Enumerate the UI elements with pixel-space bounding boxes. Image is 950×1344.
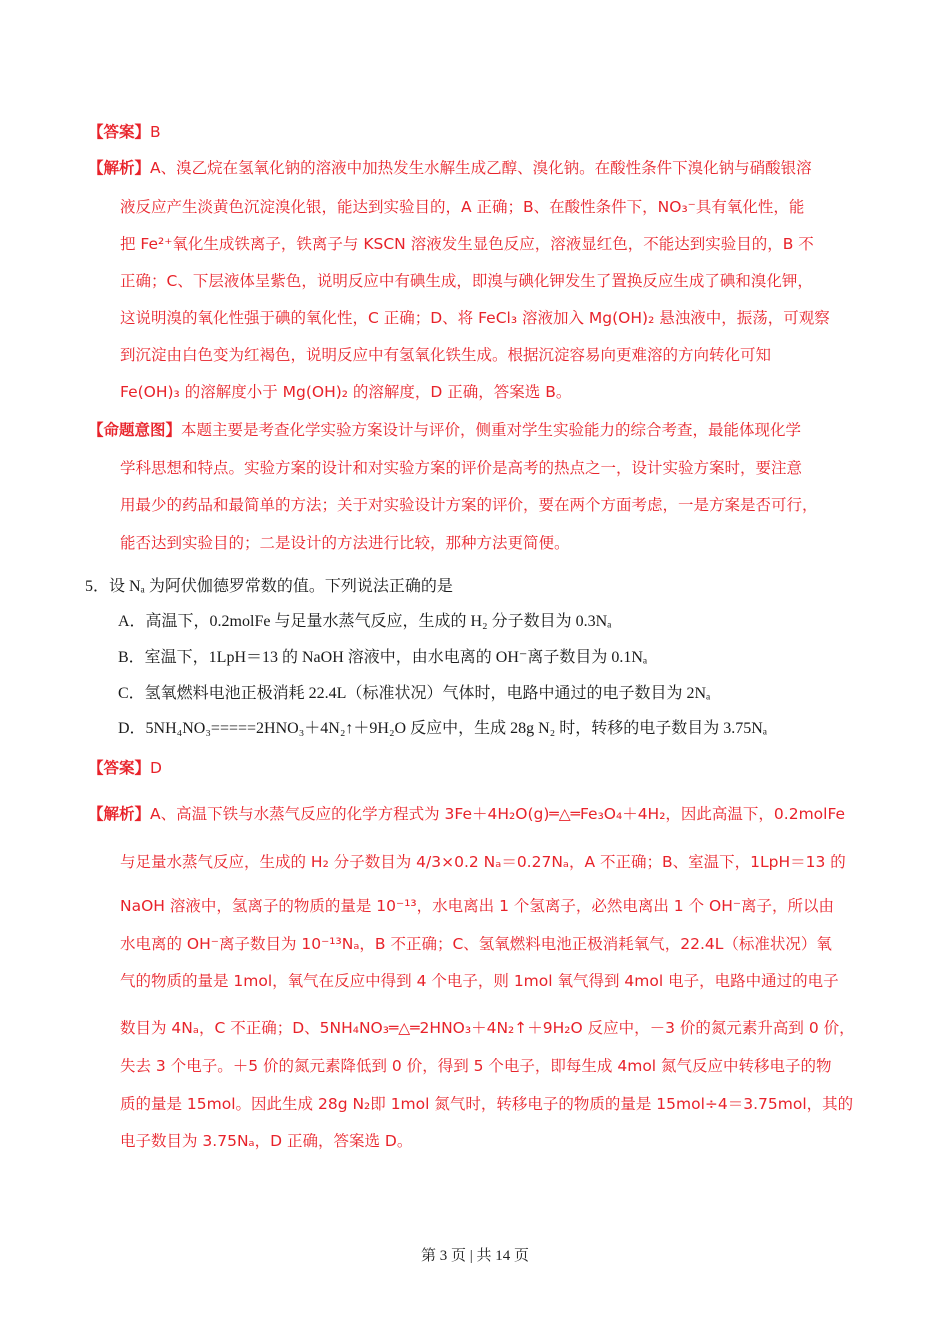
analysis-line: 这说明溴的氧化性强于碘的氧化性，C 正确；D、将 FeCl₃ 溶液加入 Mg(OH)₂ 悬浊液中，振荡，可观察 — [120, 309, 830, 327]
answer-tag: 【答案】 — [88, 759, 151, 777]
analysis-line: 质的量是 15mol。因此生成 28g N₂即 1mol 氮气时，转移电子的物质的量是 15mol÷4＝3.75mol，其的 — [120, 1095, 854, 1113]
analysis-tag: 【解析】 — [88, 805, 151, 823]
answer-block-q4 — [88, 122, 161, 142]
intent-text: 本题主要是考查化学实验方案设计与评价，侧重对学生实验能力的综合考查，最能体现化学 — [181, 421, 802, 439]
analysis-line: 失去 3 个电子。＋5 价的氮元素降低到 0 价，得到 5 个电子，即每生成 4mol 氮气反应中转移电子的物 — [120, 1057, 832, 1075]
question-stem: 5．设 Nₐ 为阿伏伽德罗常数的值。下列说法正确的是 — [85, 578, 453, 595]
answer-value: D — [150, 759, 162, 777]
analysis-line: 把 Fe²⁺氧化生成铁离子，铁离子与 KSCN 溶液发生显色反应，溶液显红色，不能达到实验目的，B 不 — [120, 235, 814, 253]
intent-tag: 【命题意图】 — [88, 421, 182, 439]
option-b: B．室温下，1LpH＝13 的 NaOH 溶液中，由水电离的 OH⁻离子数目为 0.1Nₐ — [118, 649, 648, 666]
intent-line: 能否达到实验目的；二是设计的方法进行比较，那种方法更简便。 — [120, 534, 570, 552]
analysis-line: 正确；C、下层液体呈紫色，说明反应中有碘生成，即溴与碘化钾发生了置换反应生成了碘和溴化钾， — [120, 272, 813, 290]
analysis-line: 气的物质的量是 1mol，氧气在反应中得到 4 个电子，则 1mol 氧气得到 4mol 电子，电路中通过的电子 — [120, 972, 839, 990]
analysis-tag: 【解析】 — [88, 159, 151, 177]
intent-line: 用最少的药品和最简单的方法；关于对实验设计方案的评价，要在两个方面考虑，一是方案是否可行， — [120, 496, 818, 514]
intent-line — [88, 420, 801, 440]
intent-line: 学科思想和特点。实验方案的设计和对实验方案的评价是高考的热点之一，设计实验方案时，要注意 — [120, 459, 803, 477]
analysis-line: 与足量水蒸气反应，生成的 H₂ 分子数目为 4/3×0.2 Nₐ＝0.27Nₐ，A 不正确；B、室温下，1LpH＝13 的 — [120, 853, 846, 871]
analysis-line: Fe(OH)₃ 的溶解度小于 Mg(OH)₂ 的溶解度，D 正确，答案选 B。 — [120, 383, 572, 401]
analysis-line: 液反应产生淡黄色沉淀溴化银，能达到实验目的，A 正确；B、在酸性条件下，NO₃⁻具有氧化性，能 — [120, 198, 805, 216]
analysis-line — [88, 158, 812, 178]
analysis-line: 水电离的 OH⁻离子数目为 10⁻¹³Nₐ，B 不正确；C、氢氧燃料电池正极消耗氧气，22.4L（标准状况）氧 — [120, 935, 832, 953]
answer-block-q5 — [88, 758, 162, 778]
analysis-line — [88, 804, 845, 824]
answer-value: B — [150, 123, 161, 141]
analysis-line: NaOH 溶液中，氢离子的物质的量是 10⁻¹³，水电离出 1 个氢离子，必然电离出 1 个 OH⁻离子，所以由 — [120, 897, 835, 915]
page-footer: 第 3 页 | 共 14 页 — [420, 1248, 529, 1264]
answer-tag: 【答案】 — [88, 123, 151, 141]
analysis-line: 到沉淀由白色变为红褐色，说明反应中有氢氧化铁生成。根据沉淀容易向更难溶的方向转化可知 — [120, 346, 772, 364]
analysis-line: 数目为 4Nₐ，C 不正确；D、5NH₄NO₃═△═2HNO₃＋4N₂↑＋9H₂O 反应中，－3 价的氮元素升高到 0 价， — [120, 1019, 855, 1037]
analysis-text: A、溴乙烷在氢氧化钠的溶液中加热发生水解生成乙醇、溴化钠。在酸性条件下溴化钠与硝酸银溶 — [150, 159, 812, 177]
option-d: D．5NH₄NO₃=====2HNO₃＋4N₂↑＋9H₂O 反应中，生成 28g N₂ 时，转移的电子数目为 3.75Nₐ — [118, 720, 768, 737]
option-a: A．高温下，0.2molFe 与足量水蒸气反应，生成的 H₂ 分子数目为 0.3Nₐ — [118, 613, 612, 630]
analysis-line: 电子数目为 3.75Nₐ，D 正确，答案选 D。 — [120, 1132, 413, 1150]
analysis-text: A、高温下铁与水蒸气反应的化学方程式为 3Fe＋4H₂O(g)═△═Fe₃O₄＋4H₂，因此高温下，0.2molFe — [150, 805, 846, 823]
option-c: C．氢氧燃料电池正极消耗 22.4L（标准状况）气体时，电路中通过的电子数目为 2Nₐ — [118, 685, 711, 702]
